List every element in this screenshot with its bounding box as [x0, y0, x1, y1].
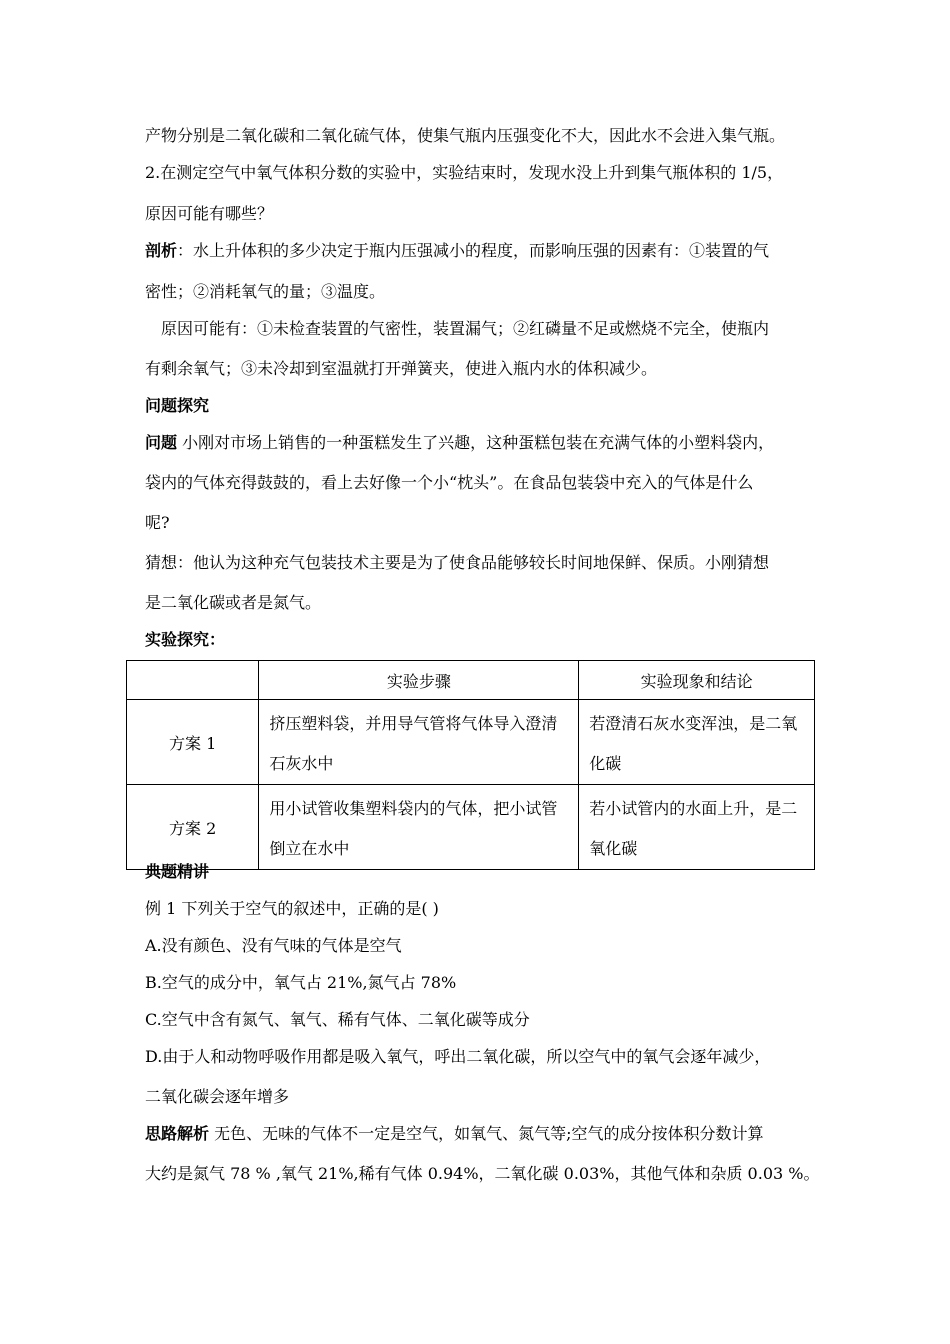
analysis-label: 剖析 [145, 241, 178, 260]
table-header-cell [127, 661, 259, 700]
step-cell: 挤压塑料袋，并用导气管将气体导入澄清石灰水中 [259, 700, 579, 785]
option-b: B.空气的成分中，氧气占 21%,氮气占 78% [145, 973, 457, 992]
table-header-cell: 实验步骤 [259, 661, 579, 700]
question-2-text: 2.在测定空气中氧气体积分数的实验中，实验结束时，发现水没上升到集气瓶体积的 1/5， [145, 163, 784, 182]
reason-text: 原因可能有：①未检查装置的气密性，装置漏气；②红磷量不足或燃烧不完全，使瓶内 [161, 319, 770, 338]
question-text: 小刚对市场上销售的一种蛋糕发生了兴趣，这种蛋糕包装在充满气体的小塑料袋内， [177, 433, 775, 452]
analysis-text-cont: 密性；②消耗氧气的量；③温度。 [145, 282, 386, 301]
question-label: 问题 [145, 433, 178, 452]
table-row [127, 700, 815, 785]
question-2-text-cont: 原因可能有哪些？ [145, 204, 274, 223]
question-text-end: 呢? [145, 513, 170, 532]
option-d: D.由于人和动物呼吸作用都是吸入氧气，呼出二氧化碳，所以空气中的氧气会逐年减少， [145, 1047, 771, 1066]
step-cell: 用小试管收集塑料袋内的气体，把小试管倒立在水中 [259, 785, 579, 870]
plan-cell: 方案 1 [127, 700, 259, 785]
reason-text-cont: 有剩余氧气；③未冷却到室温就打开弹簧夹，使进入瓶内水的体积减少。 [145, 359, 658, 378]
section-heading-examples: 典题精讲 [145, 862, 210, 881]
section-heading-inquiry: 问题探究 [145, 396, 210, 415]
analysis-paragraph [145, 241, 769, 261]
guess-text-cont: 是二氧化碳或者是氮气。 [145, 593, 322, 612]
solution-text: 无色、无味的气体不一定是空气，如氧气、氮气等;空气的成分按体积分数计算 [209, 1124, 764, 1143]
table-row [127, 785, 815, 870]
result-cell: 若澄清石灰水变浑浊，是二氧化碳 [579, 700, 815, 785]
example-1-question: 例 1 下列关于空气的叙述中，正确的是( ) [145, 899, 439, 918]
solution-label: 思路解析 [145, 1124, 210, 1143]
solution-paragraph [145, 1124, 764, 1144]
result-cell: 若小试管内的水面上升，是二氧化碳 [579, 785, 815, 870]
solution-text-cont: 大约是氮气 78 % ,氧气 21%,稀有气体 0.94%，二氧化碳 0.03%，其他气体和杂质 0.03 %。 [145, 1164, 820, 1183]
analysis-text: ：水上升体积的多少决定于瓶内压强减小的程度，而影响压强的因素有：①装置的气 [177, 241, 770, 260]
option-c: C.空气中含有氮气、氧气、稀有气体、二氧化碳等成分 [145, 1010, 530, 1029]
experiment-table [126, 660, 815, 870]
table-header-cell: 实验现象和结论 [579, 661, 815, 700]
paragraph-text: 产物分别是二氧化碳和二氧化硫气体，使集气瓶内压强变化不大，因此水不会进入集气瓶。 [145, 126, 786, 145]
option-a: A.没有颜色、没有气味的气体是空气 [145, 936, 402, 955]
option-d-cont: 二氧化碳会逐年增多 [145, 1087, 290, 1106]
table-header-row [127, 661, 815, 700]
plan-cell: 方案 2 [127, 785, 259, 870]
guess-text: 猜想：他认为这种充气包装技术主要是为了使食品能够较长时间地保鲜、保质。小刚猜想 [145, 553, 770, 572]
question-text-cont: 袋内的气体充得鼓鼓的，看上去好像一个小“枕头”。在食品包装袋中充入的气体是什么 [145, 473, 754, 492]
experiment-heading: 实验探究： [145, 630, 226, 649]
question-paragraph [145, 433, 774, 453]
